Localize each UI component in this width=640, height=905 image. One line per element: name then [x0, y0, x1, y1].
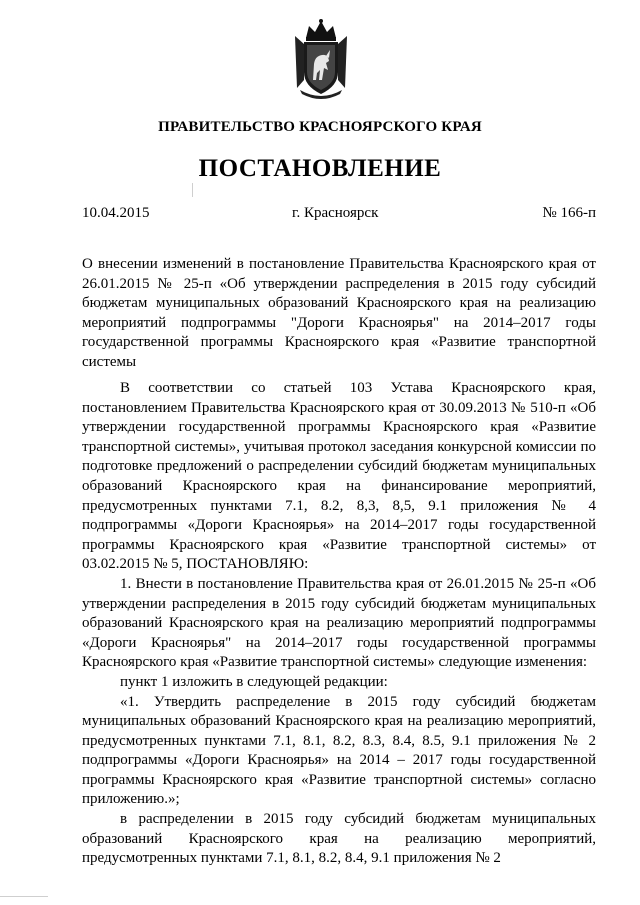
paragraph: в распределении в 2015 году субсидий бюджетам муниципальных образований Красноярского края на реализацию мероприятий, предусмотренных пунктами 7.1, 8.1, 8.2, 8.4, 9.1 приложения № 2	[82, 811, 596, 867]
paragraph: «1. Утвердить распределение в 2015 году субсидий бюджетам муниципальных образований Красноярского края на реализацию мероприятий, предусмотренных пунктами 7.1, 8.1, 8.2, 8.3, 8.4, 8.5, 9.1 приложения № 2 подпрограммы «Дороги Красноярья» на 2014 – 2017 годы государственной программы Красноярского края «Развитие транспортной системы» согласно приложению.»;	[82, 693, 596, 808]
paragraph: В соответствии со статьей 103 Устава Красноярского края, постановлением Правительства Красноярского края от 30.09.2013 № 510-п «Об утверждении государственной программы Красноярского края «Развитие транспортной системы», учитывая протокол заседания конкурсной комиссии по подготовке предложений о распределении субсидий бюджетам муниципальных образований Красноярского края на финансирование мероприятий, предусмотренных пунктами 7.1, 8.2, 8,3, 8,5, 9.1 приложения № 4 подпрограммы «Дороги Красноярья» на 2014–2017 годы государственной программы Красноярского края «Развитие транспортной системы» от 03.02.2015 № 5, ПОСТАНОВЛЯЮ:	[82, 380, 596, 573]
scan-artifact	[192, 183, 193, 197]
paragraph: 1. Внести в постановление Правительства края от 26.01.2015 № 25-п «Об утверждении распределения в 2015 году субсидий бюджетам муниципальных образований Красноярского края на реализацию мероприятий подпрограммы «Дороги Красноярья" на 2014–2017 годы государственной программы Красноярского края «Развитие транспортной системы» следующие изменения:	[82, 575, 596, 671]
paragraph: пункт 1 изложить в следующей редакции:	[120, 673, 388, 690]
coat-of-arms-icon	[292, 18, 350, 100]
document-body	[82, 379, 596, 869]
organization-name: ПРАВИТЕЛЬСТВО КРАСНОЯРСКОГО КРАЯ	[158, 119, 482, 135]
document-subject: О внесении изменений в постановление Правительства Красноярского края от 26.01.2015 № 25-п «Об утверждении распределения в 2015 году субсидий бюджетам муниципальных образований Красноярского края на реализацию мероприятий подпрограммы "Дороги Красноярья" на 2014–2017 годы государственной программы Красноярского края «Развитие транспортной системы	[82, 256, 596, 370]
document-date: 10.04.2015	[82, 205, 150, 221]
document-number: № 166-п	[542, 205, 596, 221]
document-city: г. Красноярск	[292, 205, 379, 221]
document-type: ПОСТАНОВЛЕНИЕ	[198, 155, 442, 182]
scan-artifact	[0, 896, 48, 897]
